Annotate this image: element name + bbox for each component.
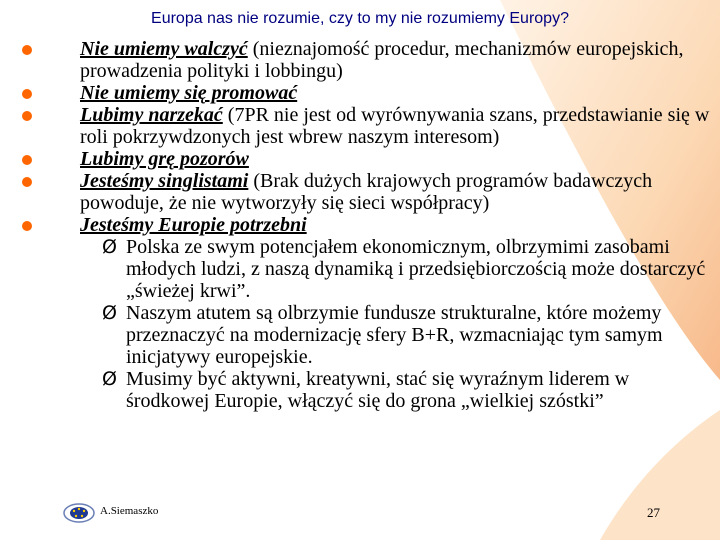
swoosh-lower-shape [600, 410, 720, 540]
bullet-text: (7PR nie jest od wyrównywania szans, przedstawianie się w roli pokrzywdzonych jest wbrew naszym interesom) [80, 104, 710, 148]
bullet-lead: Jesteśmy Europie potrzebni [80, 214, 307, 236]
arrow-bullet-icon: Ø [102, 368, 117, 390]
arrow-bullet-icon: Ø [102, 302, 117, 324]
bullet-dot-icon [22, 89, 32, 99]
sub-bullet-item [22, 236, 712, 302]
bullet-text: (nieznajomość procedur, mechanizmów europejskich, prowadzenia polityki i lobbingu) [80, 38, 684, 82]
bullet-item [22, 214, 712, 236]
sub-bullet-item [22, 302, 712, 368]
bullet-lead: Nie umiemy się promować [80, 82, 298, 104]
bullet-text: (Brak dużych krajowych programów badawczych powoduje, że nie wytworzyły się sieci współpracy) [80, 170, 653, 214]
slide-title: Europa nas nie rozumie, czy to my nie rozumiemy Europy? [151, 10, 569, 27]
sub-bullet-text: Musimy być aktywni, kreatywni, stać się wyraźnym liderem w środkowej Europie, włączyć się do grona „wielkiej szóstki” [126, 368, 630, 412]
bullet-lead: Lubimy narzekać [80, 104, 223, 126]
sub-bullet-text: Naszym atutem są olbrzymie fundusze strukturalne, które możemy przeznaczyć na modernizację sfery B+R, wzmacniając tym samym inicjatywy europejskie. [126, 302, 663, 368]
eu-logo-icon [62, 502, 96, 524]
bullet-lead: Nie umiemy walczyć [80, 38, 248, 60]
sub-bullet-text: Polska ze swym potencjałem ekonomicznym, olbrzymimi zasobami młodych ludzi, z naszą dynamiką i przedsiębiorczością może dostarczyć „świeżej krwi”. [126, 236, 706, 302]
bullet-dot-icon [22, 45, 32, 55]
bullet-item [22, 148, 712, 170]
bullet-lead: Lubimy grę pozorów [80, 148, 249, 170]
slide-content [22, 38, 712, 412]
bullet-item [22, 82, 712, 104]
arrow-bullet-icon: Ø [102, 236, 117, 258]
sub-bullet-item [22, 368, 712, 412]
footer-author: A.Siemaszko [100, 505, 159, 517]
bullet-dot-icon [22, 221, 32, 231]
page-number: 27 [647, 505, 660, 520]
bullet-dot-icon [22, 111, 32, 121]
bullet-dot-icon [22, 155, 32, 165]
bullet-item [22, 104, 712, 148]
bullet-lead: Jesteśmy singlistami [80, 170, 249, 192]
bullet-dot-icon [22, 177, 32, 187]
bullet-item [22, 170, 712, 214]
bullet-item [22, 38, 712, 82]
